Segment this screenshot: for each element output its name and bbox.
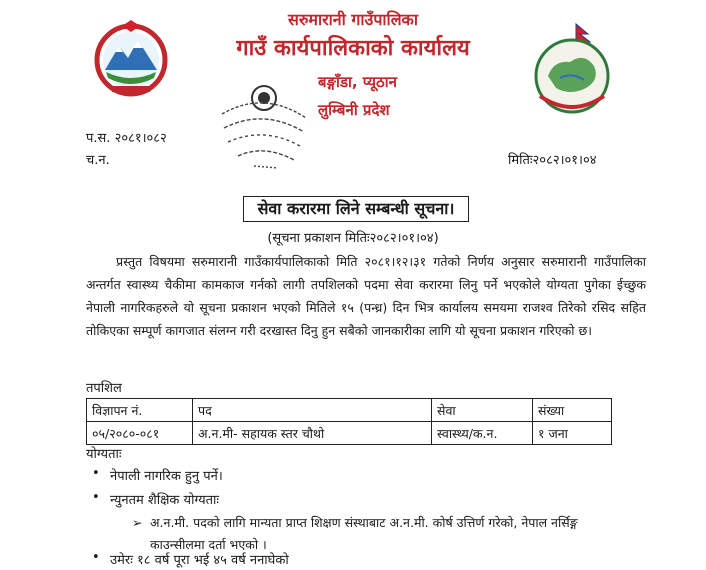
org-name: सरुमारानी गाउँपालिका [288,10,418,29]
list-item: • उमेरः १८ वर्ष पूरा भई ४५ वर्ष ननाघेको [110,550,289,568]
col-service: सेवा [432,399,533,422]
notice-body-text: प्रस्तुत विषयमा सरुमारानी गाउँकार्यपालिकाको मिति २०८१।१२।३१ गतेको निर्णय अनुसार सरुमारानी गाउँपालिका अन्तर्गत स्वास्थ्य चैकीमा कामकाज गर्नको लागी तपशिलको पदमा सेवा करारमा लिनु पर्ने भएकोले योग्यता पुगेका ईच्छुक नेपाली नागरिकहरुले यो सूचना प्रकाशन भएको मितिले १५ (पन्ध्र) दिन भित्र कार्यालय समयमा राजश्व तिरेको रसिद सहित तोकिएका सम्पूर्ण कागजात संलग्न गरी दरखास्त दिनु हुन सबैको जानकारीका लागि यो सूचना प्रकाशन गरिएको छ। [86,254,646,338]
cell-service: स्वास्थ्य/क.न. [432,422,533,445]
office-address: बङ्गाँडा, प्यूठान [318,73,397,91]
cell-count: १ जना [533,422,612,445]
office-province: लुम्बिनी प्रदेश [318,101,390,119]
details-table [86,398,612,445]
list-item: • नेपाली नागरिक हुनु पर्ने। [110,466,223,484]
table-row [87,422,612,445]
letter-date: मितिः२०८२।०१।०४ [508,153,597,168]
notice-body [86,250,646,342]
col-advert-no: विज्ञापन नं. [87,399,193,422]
sub-list-item-text: अ.न.मी. पदको लागि मान्यता प्राप्त शिक्षण संस्थाबाट अ.न.मी. कोर्ष उत्तिर्ण गरेको, नेपाल नर्सिङ्ग काउन्सीलमा दर्ता भएको । [150,515,578,552]
table-header-row [87,399,612,422]
list-item: • न्युनतम शैक्षिक योग्यताः [110,490,219,508]
cell-post: अ.न.मी- सहायक स्तर चौथो [193,422,432,445]
dispatch-number: च.न. [86,153,110,168]
col-post: पद [193,399,432,422]
notice-title: सेवा करारमा लिने सम्बन्धी सूचना। [243,196,469,222]
cell-advert-no: ०५/२०८०-०८१ [87,422,193,445]
col-count: संख्या [533,399,612,422]
publication-date: (सूचना प्रकाशन मितिः२०८२।०१।०४) [267,231,439,246]
municipality-logo-icon [530,22,614,118]
qualification-label: योग्यताः [86,447,122,462]
details-label: तपशिल [86,381,122,396]
letter-number: प.स. २०८१।०८२ [86,131,167,146]
office-stamp-icon [214,70,314,172]
office-name: गाउँ कार्यपालिकाको कार्यालय [236,36,470,61]
arrow-bullet-icon: ➢ [132,515,143,530]
